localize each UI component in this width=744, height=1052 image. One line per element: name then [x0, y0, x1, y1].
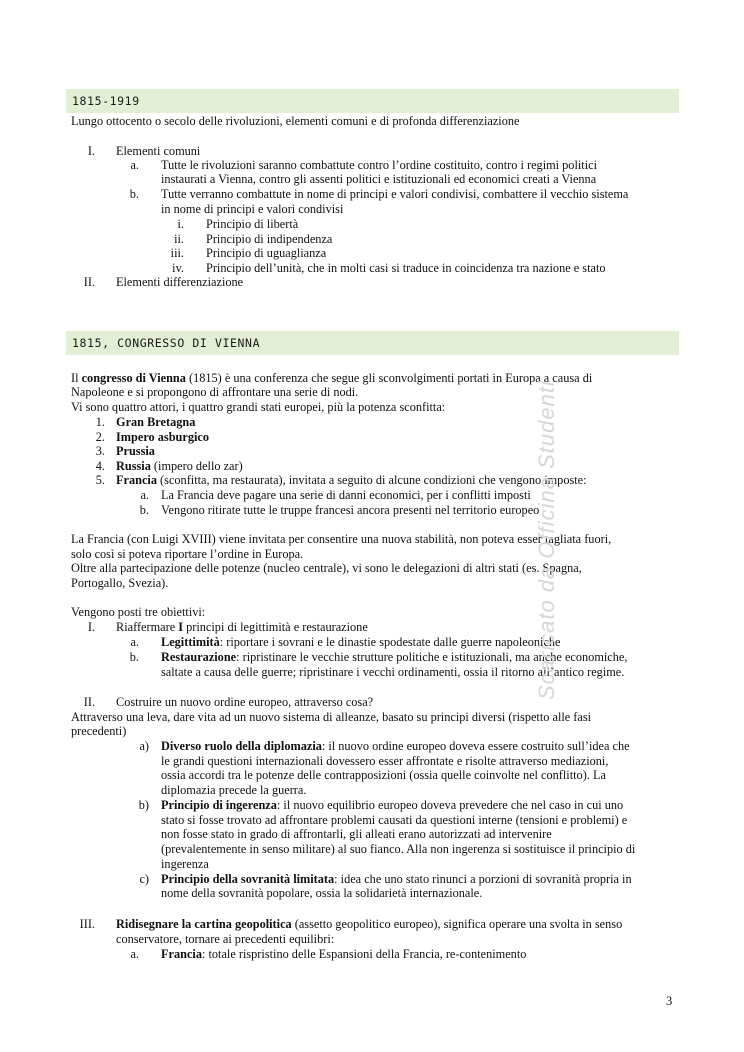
list-item: Principio di indipendenza: [206, 232, 333, 246]
text-line: Vi sono quattro attori, i quattro grandi stati europei, più la potenza sconfitta:: [71, 400, 446, 414]
text-line: La Francia (con Luigi XVIII) viene invitata per consentire una nuova stabilità, non poteva esser tagliata fuori,: [71, 532, 612, 546]
list-item: Gran Bretagna: [116, 415, 196, 429]
list-num: III.: [79, 917, 95, 931]
list-num: II.: [83, 695, 95, 709]
list-item: Ridisegnare la cartina geopolitica (assetto geopolitico europeo), significa operare una svolta in senso: [116, 917, 623, 931]
list-item: Principio di uguaglianza: [206, 246, 327, 260]
text-line: (prevalentemente in senso militare) al suo fianco. Alla non ingerenza si sostituisce il principio di: [161, 842, 636, 856]
section-heading-1815-1919: 1815-1919: [66, 89, 679, 113]
list-num: b.: [139, 503, 149, 517]
text-line: saltate a causa delle guerre; ripristinare i vecchi ordinamenti, ossia il ritorno all’antico regime.: [161, 665, 625, 679]
list-item: Riaffermare I principi di legittimità e restaurazione: [116, 620, 368, 634]
list-num: I.: [87, 144, 95, 158]
text-line: non fosse stato in grado di affrontarli, gli alleati erano autorizzati ad intervenire: [161, 827, 552, 841]
text-line: ossia accordi tra le potenze delle contrapposizioni (ossia quelle coinvolte nel conflitto). La: [161, 768, 606, 782]
list-num: iii.: [170, 246, 184, 260]
list-item-elementi-differenziazione: Elementi differenziazione: [116, 275, 244, 289]
list-item: Francia: totale rispristino delle Espansioni della Francia, re-contenimento: [161, 947, 527, 961]
page-number: 3: [666, 994, 673, 1008]
list-num: b): [138, 798, 149, 812]
list-num: I.: [87, 620, 95, 634]
text-line: Oltre alla partecipazione delle potenze (nucleo centrale), vi sono le delegazioni di altri stati (es. Spagna,: [71, 561, 582, 575]
list-num: 5.: [95, 473, 105, 487]
list-item: Costruire un nuovo ordine europeo, attraverso cosa?: [116, 695, 374, 709]
text-line: Napoleone e si propongono di affrontare una serie di nodi.: [71, 385, 359, 399]
list-num: a.: [130, 635, 139, 649]
text-line: precedenti): [71, 724, 127, 738]
text-line: conservatore, tornare ai precedenti equilibri:: [116, 932, 335, 946]
list-item: Russia (impero dello zar): [116, 459, 243, 473]
list-num: a.: [130, 947, 139, 961]
list-item: La Francia deve pagare una serie di danni economici, per i conflitti imposti: [161, 488, 531, 502]
list-item: Impero asburgico: [116, 430, 210, 444]
text-line: instaurati a Vienna, contro gli assenti politici e istituzionali ed economici creati a Vienna: [161, 172, 597, 186]
list-item: Legittimità: riportare i sovrani e le dinastie spodestate dalle guerre napoleoniche: [161, 635, 561, 649]
text-line: in nome di principi e valori condivisi: [161, 202, 344, 216]
list-num: b.: [129, 187, 139, 201]
list-item: Vengono ritirate tutte le truppe francesi ancora presenti nel territorio europeo: [161, 503, 540, 517]
section-heading-congresso-di-vienna: 1815, CONGRESSO DI VIENNA: [66, 331, 679, 355]
text-line: Attraverso una leva, dare vita ad un nuovo sistema di alleanze, basato su principi diversi (rispetto alle fasi: [71, 710, 592, 724]
list-num: ii.: [174, 232, 184, 246]
text-line: nome della sovranità popolare, ossia la solidarietà internazionale.: [161, 886, 483, 900]
list-num: a.: [130, 158, 139, 172]
intro-text: Lungo ottocento o secolo delle rivoluzioni, elementi comuni e di profonda differenziazione: [71, 114, 520, 128]
text-line: Il congresso di Vienna (1815) è una conferenza che segue gli sconvolgimenti portati in Europa a causa di: [71, 371, 593, 385]
list-item: Principio di libertà: [206, 217, 299, 231]
list-num: 3.: [95, 444, 105, 458]
text-line: stato si fosse trovato ad affrontare problemi causati da questioni interne (tensioni e problemi) e: [161, 813, 628, 827]
text-line: Vengono posti tre obiettivi:: [71, 605, 206, 619]
list-item: Prussia: [116, 444, 155, 458]
list-item-elementi-comuni: Elementi comuni: [116, 144, 201, 158]
list-num: 4.: [95, 459, 105, 473]
text-line: Portogallo, Svezia).: [71, 576, 169, 590]
list-num: iv.: [172, 261, 184, 275]
list-num: i.: [177, 217, 184, 231]
list-item: Principio di ingerenza: il nuovo equilibrio europeo doveva prevedere che nel caso in cui uno: [161, 798, 624, 812]
list-num: 2.: [95, 430, 105, 444]
list-item: Principio della sovranità limitata: idea che uno stato rinunci a porzioni di sovranità propria in: [161, 872, 632, 886]
list-num: c): [139, 872, 149, 886]
list-item: Principio dell’unità, che in molti casi si traduce in coincidenza tra nazione e stato: [206, 261, 606, 275]
text-line: ingerenza: [161, 857, 209, 871]
watermark: Scaricato da Officina Studenti: [534, 380, 559, 700]
list-num: 1.: [95, 415, 105, 429]
text-line: le grandi questioni internazionali dovessero esser affrontate e risolte attraverso mediazioni,: [161, 754, 609, 768]
list-num: a.: [140, 488, 149, 502]
list-num: a): [139, 739, 149, 753]
text-line: Tutte verranno combattute in nome di principi e valori condivisi, combattere il vecchio sistema: [161, 187, 629, 201]
list-num: b.: [129, 650, 139, 664]
list-num: II.: [83, 275, 95, 289]
list-item: Francia (sconfitta, ma restaurata), invitata a seguito di alcune condizioni che vengono imposte:: [116, 473, 587, 487]
text-line: diplomazia precede la guerra.: [161, 783, 307, 797]
text-line: solo così si poteva riportare l’ordine in Europa.: [71, 547, 304, 561]
text-line: Tutte le rivoluzioni saranno combattute contro l’ordine costituito, contro i regimi politici: [161, 158, 597, 172]
list-item: Restaurazione: ripristinare le vecchie strutture politiche e istituzionali, ma anche economiche,: [161, 650, 628, 664]
list-item: Diverso ruolo della diplomazia: il nuovo ordine europeo doveva essere costruito sull’idea che: [161, 739, 630, 753]
